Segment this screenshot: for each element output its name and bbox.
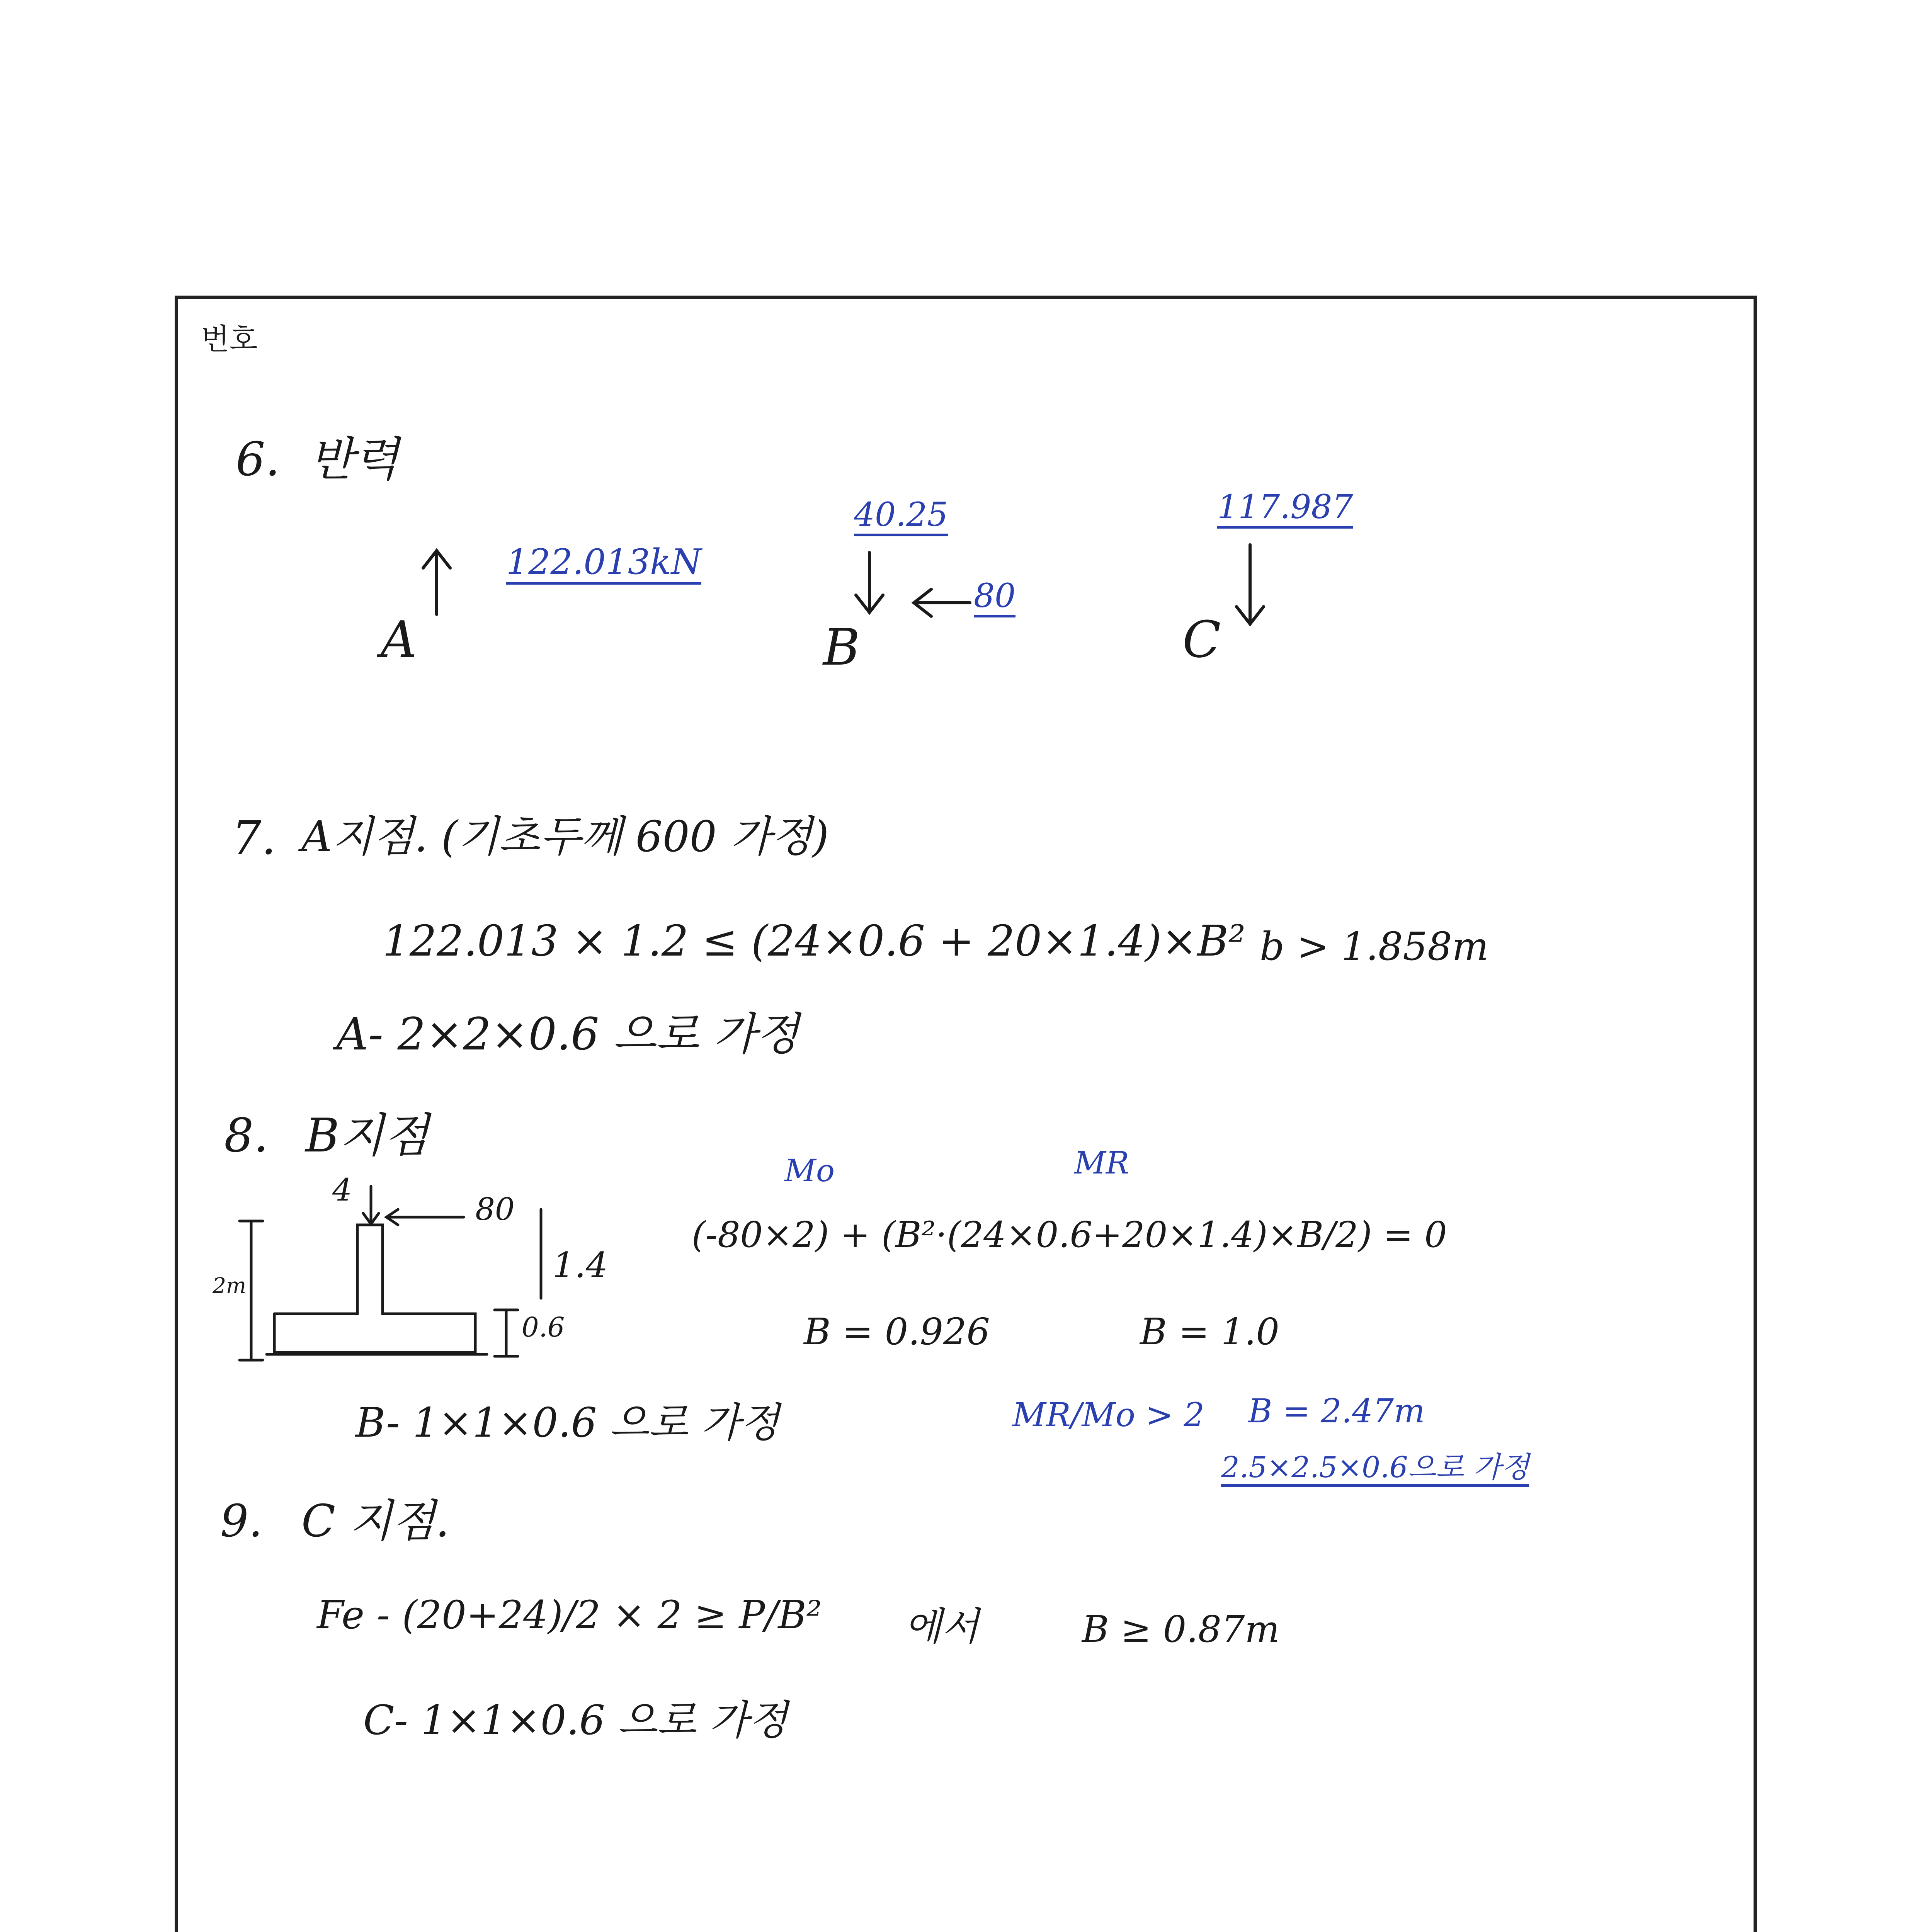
footing-b-horizontal-load: 80	[475, 1191, 515, 1227]
footing-c-assumption: C- 1×1×0.6 으로 가정	[363, 1697, 788, 1744]
section-8-result-1: B = 0.926	[804, 1311, 990, 1353]
support-b-label: B	[823, 618, 860, 677]
footing-b-total-height: 2m	[213, 1273, 247, 1298]
support-a-reaction: 122.013kN	[506, 545, 701, 585]
section-9-title: C 지점.	[301, 1495, 450, 1547]
section-6-title: 반력	[309, 433, 399, 486]
support-c-label: C	[1182, 610, 1221, 669]
section-8-title: B지점	[305, 1109, 429, 1163]
support-a-label: A	[381, 610, 417, 669]
section-9-result: B ≥ 0.87m	[1082, 1608, 1280, 1651]
section-7-number: 7.	[232, 811, 276, 865]
section-8-result-2: B = 1.0	[1140, 1311, 1279, 1353]
footing-b-assumption: B- 1×1×0.6 으로 가정	[356, 1399, 779, 1446]
section-9-equation: Fe - (20+24)/2 × 2 ≥ P/B²	[317, 1592, 822, 1638]
section-8-equation: (-80×2) + (B²·(24×0.6+20×1.4)×B/2) = 0	[692, 1214, 1447, 1255]
section-8-result-3: B = 2.47m	[1248, 1392, 1425, 1430]
section-7-equation: 122.013 × 1.2 ≤ (24×0.6 + 20×1.4)×B²	[383, 916, 1246, 966]
support-c-reaction: 117.987	[1217, 491, 1353, 529]
footing-b-slab-thickness: 0.6	[522, 1311, 565, 1343]
support-b-horizontal-reaction: 80	[974, 580, 1015, 617]
section-9-connector: 에서	[904, 1604, 979, 1649]
section-6-number: 6.	[236, 433, 280, 486]
footing-b-vertical-load: 4	[332, 1172, 352, 1208]
section-7-result: b > 1.858m	[1260, 924, 1489, 969]
support-b-vertical-reaction: 40.25	[854, 498, 948, 536]
footing-a-assumption: A- 2×2×0.6 으로 가정	[336, 1009, 799, 1060]
footing-b-revised-assumption: 2.5×2.5×0.6으로 가정	[1221, 1453, 1529, 1487]
page-number-label: 번호	[201, 322, 258, 356]
section-9-number: 9.	[220, 1495, 263, 1547]
overturning-moment-label: Mo	[784, 1153, 835, 1189]
resisting-moment-label: MR	[1074, 1145, 1129, 1181]
section-8-number: 8.	[224, 1109, 269, 1163]
section-7-title: A지점. (기초두께 600 가정)	[301, 812, 829, 861]
stability-ratio: MR/Mo > 2	[1012, 1396, 1205, 1434]
footing-b-column-height: 1.4	[553, 1245, 608, 1286]
